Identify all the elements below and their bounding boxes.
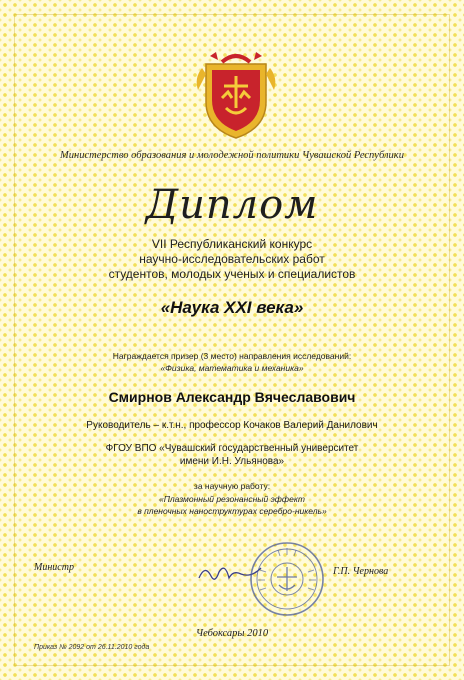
supervisor: Руководитель – к.т.н., профессор Кочаков Валерий Данилович <box>86 420 378 431</box>
university-line-1: ФГОУ ВПО «Чувашский государственный университет <box>105 443 359 454</box>
work-label: за научную работу: <box>193 481 271 491</box>
work-title-line-1: «Плазмонный резонансный эффект <box>158 494 306 504</box>
work-title-line-2: в пленочных наноструктурах серебро-никель» <box>137 506 327 516</box>
minister-label: Министр <box>34 562 74 573</box>
contest-line-3: студентов, молодых ученых и специалистов <box>108 267 356 281</box>
chuvash-republic-emblem-icon <box>192 48 280 140</box>
research-area: «Физика, математика и механика» <box>160 363 304 373</box>
work-title <box>0 493 464 517</box>
city-date: Чебоксары 2010 <box>195 628 269 639</box>
contest-name: «Наука XXI века» <box>160 298 304 317</box>
minister-name: Г.П. Чернова <box>333 566 389 577</box>
university-line-2: имени И.Н. Ульянова» <box>179 456 285 467</box>
university <box>0 442 464 468</box>
award-text: Награждается призер (3 место) направления исследований: <box>112 351 352 361</box>
contest-description <box>0 237 464 282</box>
diploma-heading: Диплом <box>145 182 319 228</box>
order-number: Приказ № 2092 от 26.11.2010 года <box>34 644 150 651</box>
contest-line-1: VII Республиканский конкурс <box>151 237 313 251</box>
contest-line-2: научно-исследовательских работ <box>139 252 325 266</box>
ministry-title: Министерство образования и молодежной политики Чувашской Республики <box>60 150 404 161</box>
winner-name: Смирнов Александр Вячеславович <box>108 389 356 405</box>
official-seal-icon <box>248 540 326 618</box>
